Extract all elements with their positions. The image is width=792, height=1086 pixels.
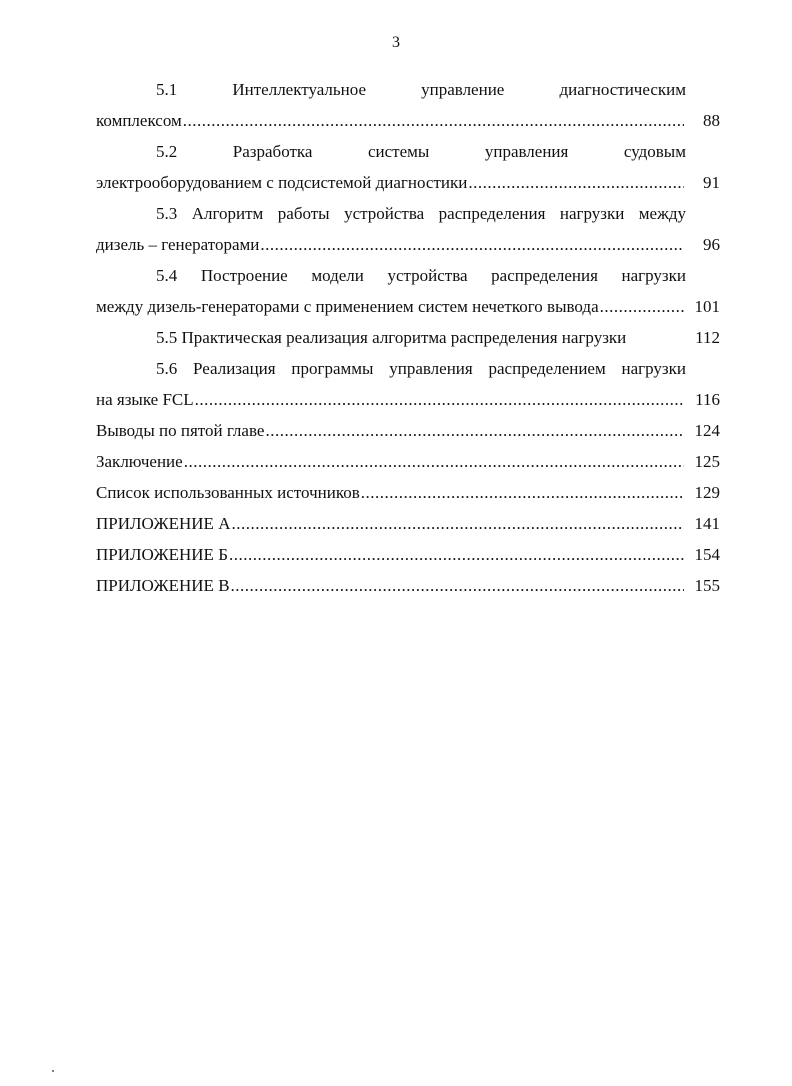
- toc-entry-text: комплексом: [96, 111, 182, 130]
- toc-entry-continuation: [96, 291, 720, 322]
- toc-page-number: 91: [703, 173, 720, 192]
- dot-leader: [183, 105, 684, 136]
- toc-entry-5-2: [96, 136, 720, 198]
- toc-entry-text: Выводы по пятой главе: [96, 421, 265, 440]
- dot-leader: [231, 570, 684, 601]
- toc-entry-text: Заключение: [96, 452, 183, 471]
- toc-entry-text: Список использованных источников: [96, 483, 360, 502]
- toc-entry-title-line: 5.2 Разработка системы управления судовым: [156, 142, 686, 161]
- toc-entry-references: [96, 477, 720, 508]
- toc-entry-line: [96, 539, 720, 570]
- toc-entry-appendix-b: [96, 539, 720, 570]
- toc-page-number: 101: [694, 297, 720, 316]
- toc-entry-5-1: [96, 74, 720, 136]
- toc-entry-continuation: [96, 105, 720, 136]
- toc-entry-text: ПРИЛОЖЕНИЕ В: [96, 576, 230, 595]
- toc-entry-5-6: [96, 353, 720, 415]
- toc-entry-line: [96, 508, 720, 539]
- dot-leader: [260, 229, 684, 260]
- toc-page-number: 88: [703, 111, 720, 130]
- toc-entry-text: ПРИЛОЖЕНИЕ Б: [96, 545, 228, 564]
- toc-page-number: 112: [695, 328, 720, 347]
- toc-entry-appendix-a: [96, 508, 720, 539]
- toc-entry-5-4: [96, 260, 720, 322]
- toc-entry-5-3: [96, 198, 720, 260]
- toc-entry-conclusion: [96, 446, 720, 477]
- toc-entry-text: 5.5 Практическая реализация алгоритма распределения нагрузки: [156, 328, 627, 347]
- page-number: 3: [392, 34, 400, 51]
- toc-entry-title-line: 5.6 Реализация программы управления распределением нагрузки: [156, 359, 686, 378]
- toc-entry-text: на языке FCL: [96, 390, 194, 409]
- toc-entry-appendix-v: [96, 570, 720, 601]
- dot-leader: [229, 539, 684, 570]
- scan-speck: [52, 1070, 54, 1072]
- dot-leader: [468, 167, 684, 198]
- toc-entry-title-line: 5.4 Построение модели устройства распределения нагрузки: [156, 266, 686, 285]
- toc-entry-text: электрооборудованием с подсистемой диагностики: [96, 173, 468, 192]
- toc-entry-line: [96, 477, 720, 508]
- dot-leader: [600, 291, 684, 322]
- toc-page-number: 154: [694, 545, 720, 564]
- dot-leader: [231, 508, 684, 539]
- toc-page-number: 125: [694, 452, 720, 471]
- toc-entry-title-line: 5.3 Алгоритм работы устройства распределения нагрузки между: [156, 204, 686, 223]
- dot-leader: [184, 446, 684, 477]
- toc-entry-5-5: [96, 322, 720, 353]
- toc-entry-line: [96, 415, 720, 446]
- table-of-contents: [96, 74, 720, 601]
- toc-page-number: 129: [694, 483, 720, 502]
- toc-entry-chapter5-conclusions: [96, 415, 720, 446]
- toc-entry-continuation: [96, 322, 720, 353]
- toc-entry-continuation: [96, 167, 720, 198]
- toc-entry-text: между дизель-генераторами с применением систем нечеткого вывода: [96, 297, 599, 316]
- toc-entry-title-line: 5.1 Интеллектуальное управление диагностическим: [156, 80, 686, 99]
- toc-page-number: 155: [694, 576, 720, 595]
- toc-entry-continuation: [96, 384, 720, 415]
- dot-leader: [195, 384, 684, 415]
- toc-page-number: 141: [694, 514, 720, 533]
- toc-entry-line: [96, 446, 720, 477]
- toc-page-number: 124: [694, 421, 720, 440]
- toc-entry-text: ПРИЛОЖЕНИЕ А: [96, 514, 231, 533]
- toc-page-number: 96: [703, 235, 720, 254]
- toc-entry-line: [96, 570, 720, 601]
- dot-leader: [361, 477, 684, 508]
- dot-leader: [265, 415, 684, 446]
- toc-entry-continuation: [96, 229, 720, 260]
- toc-page-number: 116: [695, 390, 720, 409]
- toc-entry-text: дизель – генераторами: [96, 235, 260, 254]
